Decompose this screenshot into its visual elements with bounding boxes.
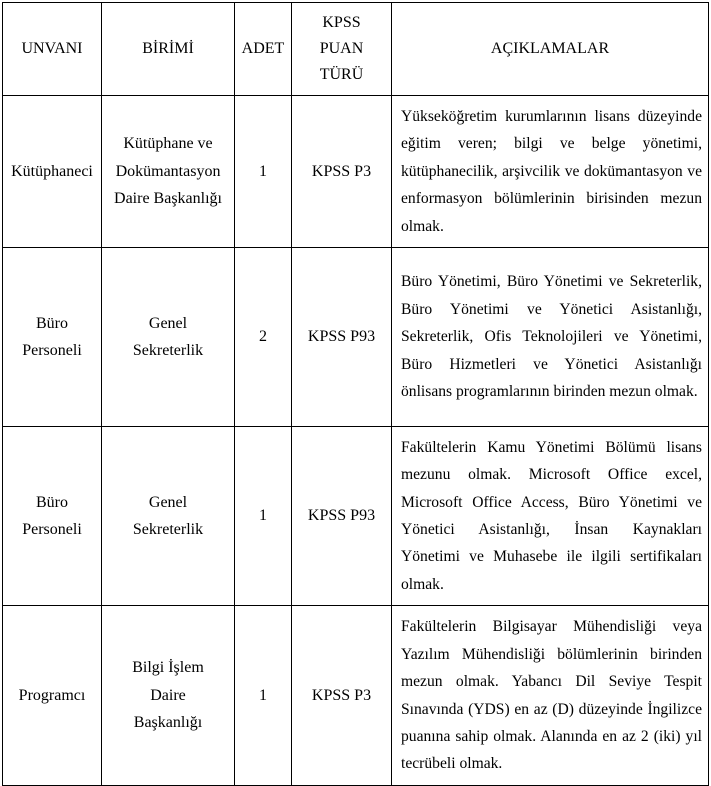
cell-puan: KPSS P3 bbox=[292, 606, 392, 786]
cell-unvan: Kütüphaneci bbox=[3, 96, 102, 248]
header-aciklama: AÇIKLAMALAR bbox=[392, 3, 709, 96]
cell-birim bbox=[102, 606, 235, 786]
cell-puan: KPSS P3 bbox=[292, 96, 392, 248]
table-row bbox=[3, 248, 709, 427]
cell-birim bbox=[102, 427, 235, 606]
cell-adet: 1 bbox=[235, 606, 292, 786]
cell-puan: KPSS P93 bbox=[292, 427, 392, 606]
header-puan bbox=[292, 3, 392, 96]
cell-aciklama: Fakültelerin Kamu Yönetimi Bölümü lisans mezunu olmak. Microsoft Office excel, Microsoft Office Access, Büro Yönetimi ve Yönetici Asistanlığı, İnsan Kaynakları Yönetimi ve Muhasebe ile ilgili sertifikaları olmak. bbox=[392, 427, 709, 606]
cell-unvan-text: Büro Personeli bbox=[22, 314, 82, 359]
table-row bbox=[3, 606, 709, 786]
table-row bbox=[3, 427, 709, 606]
cell-aciklama: Büro Yönetimi, Büro Yönetimi ve Sekreterlik, Büro Yönetimi ve Yönetici Asistanlığı, Sekreterlik, Ofis Teknolojileri ve Yönetimi, Büro Hizmetleri ve Yönetici Asistanlığı önlisans programlarının birinden mezun olmak. bbox=[392, 248, 709, 427]
cell-aciklama: Yükseköğretim kurumlarının lisans düzeyinde eğitim veren; bilgi ve belge yönetimi, kütüphanecilik, arşivcilik ve dokümantasyon ve enformasyon bölümlerinin birisinden mezun olmak. bbox=[392, 96, 709, 248]
header-birim: BİRİMİ bbox=[102, 3, 235, 96]
cell-birim bbox=[102, 248, 235, 427]
cell-unvan-text: Büro Personeli bbox=[22, 493, 82, 538]
header-adet: ADET bbox=[235, 3, 292, 96]
cell-birim-text: Bilgi İşlem Daire Başkanlığı bbox=[132, 659, 204, 732]
cell-adet: 1 bbox=[235, 96, 292, 248]
cell-unvan bbox=[3, 427, 102, 606]
cell-puan: KPSS P93 bbox=[292, 248, 392, 427]
cell-birim-text: Kütüphane ve Dokümantasyon Daire Başkanlığı bbox=[114, 135, 222, 208]
header-row bbox=[3, 3, 709, 96]
header-unvan: UNVANI bbox=[3, 3, 102, 96]
cell-birim bbox=[102, 96, 235, 248]
cell-adet: 1 bbox=[235, 427, 292, 606]
cell-birim-text: Genel Sekreterlik bbox=[132, 314, 204, 359]
table-row bbox=[3, 96, 709, 248]
cell-unvan bbox=[3, 248, 102, 427]
cell-aciklama: Fakültelerin Bilgisayar Mühendisliği veya Yazılım Mühendisliği bölümlerinin birinden mezun olmak. Yabancı Dil Seviye Tespit Sınavında (YDS) en az (D) düzeyinde İngilizce puanına sahip olmak. Alanında en az 2 (iki) yıl tecrübeli olmak. bbox=[392, 606, 709, 786]
positions-table bbox=[2, 2, 709, 786]
cell-birim-text: Genel Sekreterlik bbox=[132, 493, 204, 538]
cell-unvan: Programcı bbox=[3, 606, 102, 786]
header-puan-label: KPSS PUAN TÜRÜ bbox=[319, 14, 364, 83]
cell-adet: 2 bbox=[235, 248, 292, 427]
